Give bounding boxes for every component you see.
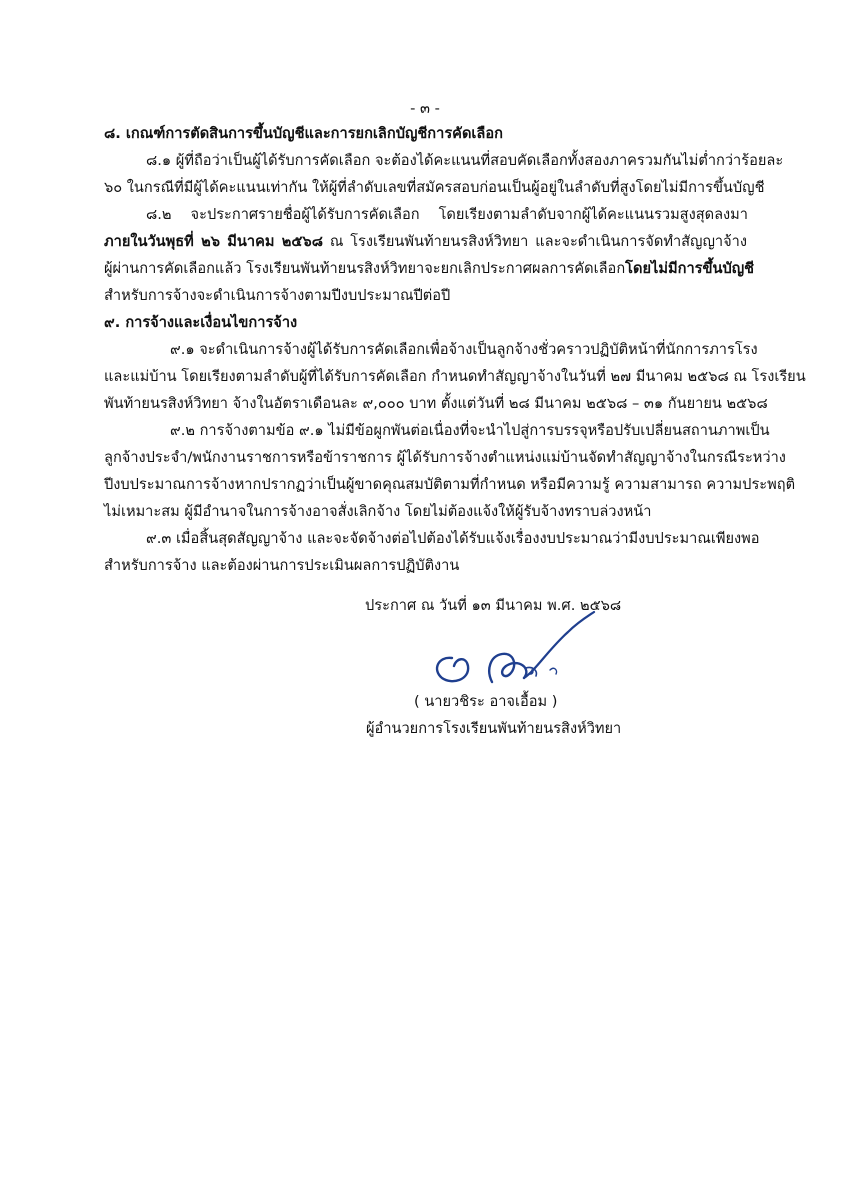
section-9-2-line-2: ลูกจ้างประจำ/พนักงานราชการหรือข้าราชการ ผู้ได้รับการจ้างตำแหน่งแม่บ้านจัดทำสัญญาจ้างในกรณีระหว่าง — [104, 449, 786, 466]
signer-title: ผู้อำนวยการโรงเรียนพันท้ายนรสิงห์วิทยา — [366, 720, 622, 737]
signer-name: ( นายวชิระ อาจเอื้อม ) — [414, 693, 558, 710]
section-8-2-line-1: ๘.๒ จะประกาศรายชื่อผู้ได้รับการคัดเลือก โดยเรียงตามลำดับจากผู้ได้คะแนนรวมสูงสุดลงมา — [146, 206, 748, 223]
result-date-bold: ภายในวันพุธที่ ๒๖ มีนาคม ๒๕๖๘ — [104, 233, 323, 250]
section-9-1-line-1: ๙.๑ จะดำเนินการจ้างผู้ได้รับการคัดเลือกเพื่อจ้างเป็นลูกจ้างชั่วคราวปฏิบัติหน้าที่นักการภารโรง — [170, 341, 758, 358]
section-8-2-line-2 — [104, 232, 747, 252]
signature-image — [428, 610, 598, 690]
section-9-heading: ๙. การจ้างและเงื่อนไขการจ้าง — [104, 314, 298, 331]
section-9-2-line-3: ปีงบประมาณการจ้างหากปรากฏว่าเป็นผู้ขาดคุณสมบัติตามที่กำหนด หรือมีความรู้ ความสามารถ ความประพฤติ — [104, 476, 796, 493]
no-list-bold: โดยไม่มีการขึ้นบัญชี — [625, 260, 755, 277]
section-9-2-line-1: ๙.๒ การจ้างตามข้อ ๙.๑ ไม่มีข้อผูกพันต่อเนื่องที่จะนำไปสู่การบรรจุหรือปรับเปลี่ยนสถานภาพเป็น — [170, 422, 770, 439]
section-8-2-line-3 — [104, 259, 755, 279]
section-8-1-line-2: ๖๐ ในกรณีที่มีผู้ได้คะแนนเท่ากัน ให้ผู้ที่ลำดับเลขที่สมัครสอบก่อนเป็นผู้อยู่ในลำดับที่สูงโดยไม่มีการขึ้นบัญชี — [104, 179, 765, 196]
section-8-1-line-1: ๘.๑ ผู้ที่ถือว่าเป็นผู้ได้รับการคัดเลือก จะต้องได้คะแนนที่สอบคัดเลือกทั้งสองภาครวมกันไม่ต่ำกว่าร้อยละ — [146, 152, 784, 169]
section-8-2-line-2-rest: ณ โรงเรียนพันท้ายนรสิงห์วิทยา และจะดำเนินการจัดทำสัญญาจ้าง — [322, 233, 747, 250]
section-8-2-line-3-start: ผู้ผ่านการคัดเลือกแล้ว โรงเรียนพันท้ายนรสิงห์วิทยาจะยกเลิกประกาศผลการคัดเลือก — [104, 260, 626, 277]
section-8-heading: ๘. เกณฑ์การตัดสินการขึ้นบัญชีและการยกเลิกบัญชีการคัดเลือก — [104, 125, 503, 142]
section-9-3-line-1: ๙.๓ เมื่อสิ้นสุดสัญญาจ้าง และจะจัดจ้างต่อไปต้องได้รับแจ้งเรื่องงบประมาณว่ามีงบประมาณเพียงพอ — [146, 530, 760, 547]
announcement-date: ประกาศ ณ วันที่ ๑๓ มีนาคม พ.ศ. ๒๕๖๘ — [365, 597, 622, 614]
section-8-2-line-4: สำหรับการจ้างจะดำเนินการจ้างตามปีงบประมาณปีต่อปี — [104, 287, 451, 304]
section-9-3-line-2: สำหรับการจ้าง และต้องผ่านการประเมินผลการปฏิบัติงาน — [104, 557, 460, 574]
section-9-1-line-2: และแม่บ้าน โดยเรียงตามลำดับผู้ที่ได้รับการคัดเลือก กำหนดทำสัญญาจ้างในวันที่ ๒๗ มีนาคม ๒๕๖๘ ณ โรงเรียน — [104, 368, 806, 385]
page-number: - ๓ - — [410, 100, 440, 117]
section-9-2-line-4: ไม่เหมาะสม ผู้มีอำนาจในการจ้างอาจสั่งเลิกจ้าง โดยไม่ต้องแจ้งให้ผู้รับจ้างทราบล่วงหน้า — [104, 503, 652, 520]
section-9-1-line-3: พันท้ายนรสิงห์วิทยา จ้างในอัตราเดือนละ ๙,๐๐๐ บาท ตั้งแต่วันที่ ๒๘ มีนาคม ๒๕๖๘ – ๓๑ กันยายน ๒๕๖๘ — [104, 395, 768, 412]
